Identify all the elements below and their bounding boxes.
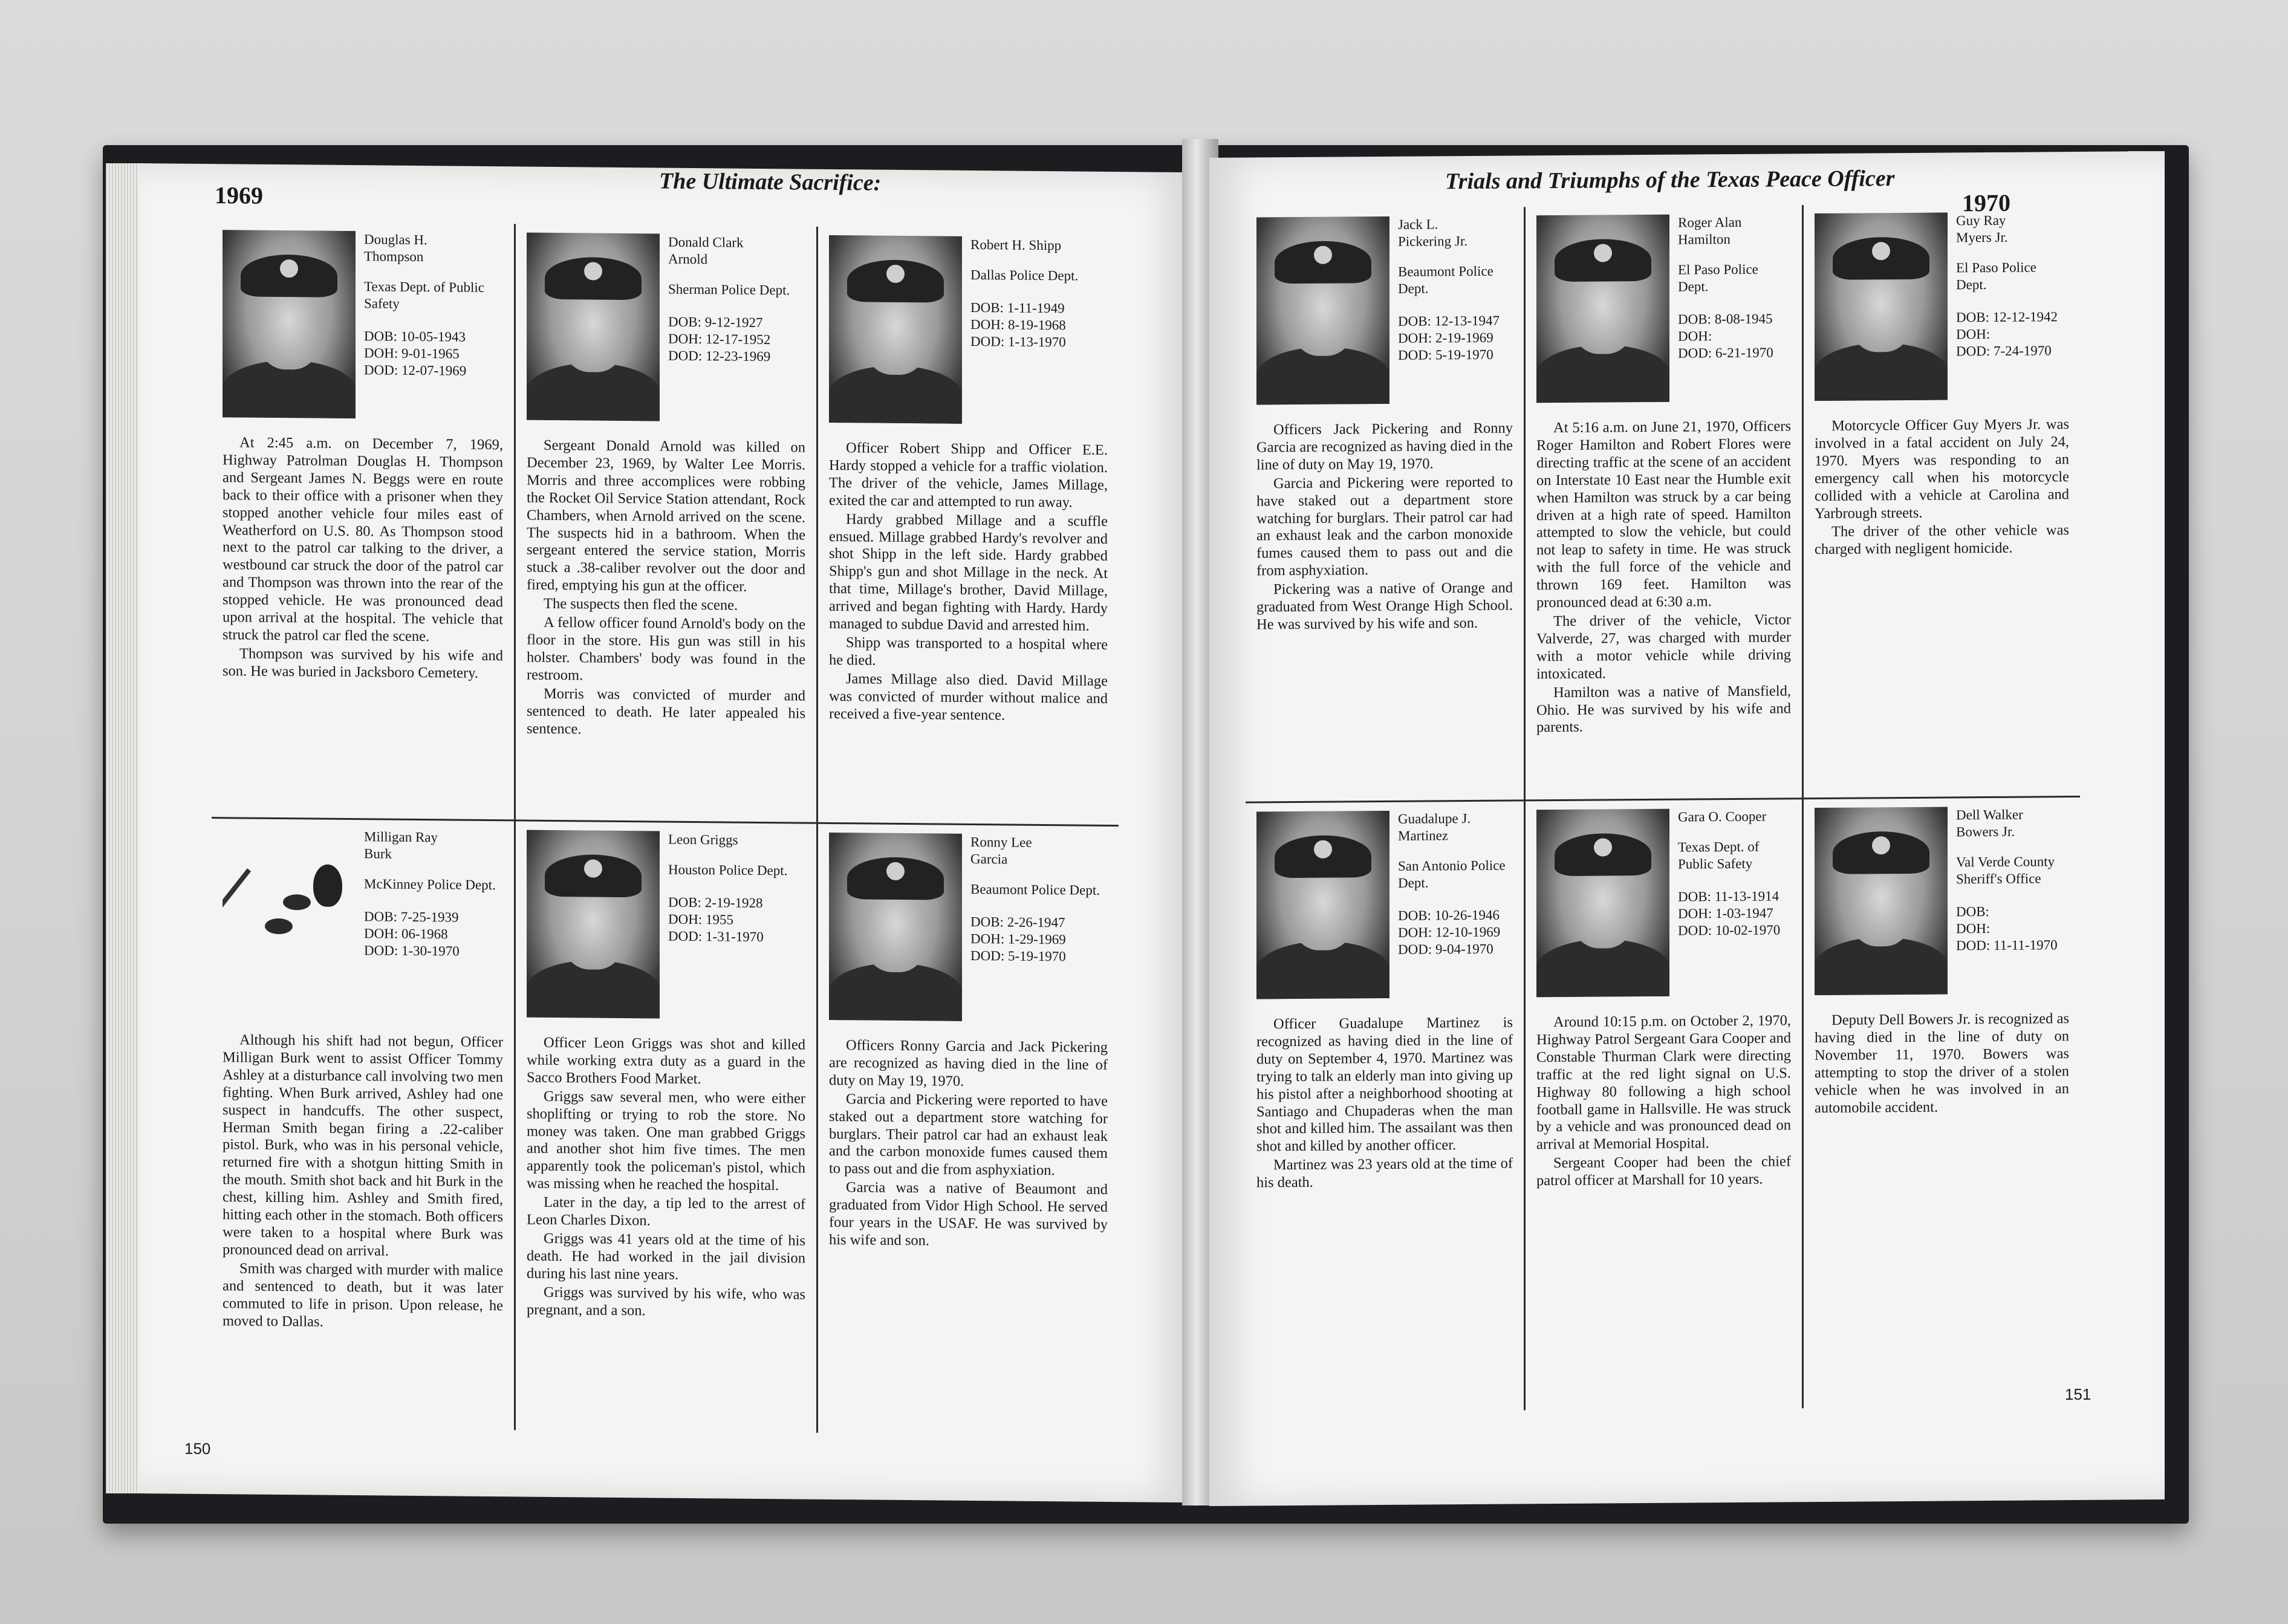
date-dod: DOD: 12-23-1969: [668, 348, 771, 365]
running-title-right: Trials and Triumphs of the Texas Peace Officer: [1445, 166, 1895, 195]
date-dod: DOD: 1-31-1970: [668, 928, 764, 945]
date-dob: DOB: 11-13-1914: [1678, 888, 1779, 905]
date-doh: DOH: 12-17-1952: [668, 331, 771, 348]
biography-paragraph: Officers Ronny Garcia and Jack Pickering are recognized as having died in the line of duty on May 19, 1970.: [829, 1037, 1108, 1090]
memorial-entry: [514, 224, 816, 822]
officer-name-line: Dell Walker: [1956, 807, 2023, 823]
biography: [223, 434, 503, 683]
service-dates: [1956, 308, 2069, 360]
entry-header: [1536, 213, 1791, 415]
biography-paragraph: Although his shift had not begun, Officer Milligan Burk went to assist Officer Tommy Ashley at a disturbance call involving two men fighting. When Burk arrived, Ashley had one suspect in handcuffs. The other suspect, Herman Smith began firing a .22-caliber pistol. Burk, who was in his personal vehicle, returned fire with a shotgun hitting Smith in the mouth. Smith shot back and hit Burk in the chest, killing him. Ashley and Smith fired, hitting each other in the stomach. Both officers were taken to a hospital where Burk was pronounced dead on arrival.: [223, 1031, 503, 1259]
date-dod: DOD: 12-07-1969: [364, 362, 467, 379]
date-dob: DOB: 12-12-1942: [1956, 309, 2058, 325]
department: Dallas Police Dept.: [970, 267, 1079, 284]
memorial-entry: [212, 221, 514, 819]
officer-portrait: [223, 230, 356, 418]
officer-name-line: Douglas H.: [364, 232, 427, 248]
date-dod: DOD: 9-04-1970: [1398, 941, 1493, 958]
biography-paragraph: Later in the day, a tip led to the arrest of Leon Charles Dixon.: [527, 1194, 805, 1229]
date-dod: DOD: 5-19-1970: [1398, 347, 1493, 363]
officer-name: [1398, 216, 1513, 250]
page-edges-left: [106, 163, 142, 1493]
department: San Antonio Police Dept.: [1398, 857, 1506, 891]
officer-details: [1956, 212, 2069, 412]
service-dates: [1398, 313, 1513, 364]
officer-name-line: Thompson: [364, 248, 424, 265]
right-page: [1209, 151, 2165, 1506]
service-dates: [1398, 907, 1513, 958]
biography-paragraph: Pickering was a native of Orange and graduated from West Orange High School. He was survived by his wife and son.: [1256, 579, 1513, 633]
biography: [527, 437, 805, 740]
date-dob: DOB: 8-08-1945: [1678, 311, 1773, 327]
biography-paragraph: Deputy Dell Bowers Jr. is recognized as having died in the line of duty on November 11, 1970. Bowers was attempting to stop the driver of a stolen vehicle when he was involved in an automobile accident.: [1815, 1010, 2069, 1116]
officer-name-line: Myers Jr.: [1956, 229, 2008, 245]
year-heading-left: 1969: [215, 181, 263, 209]
entry-header: [527, 233, 805, 435]
entry-header: [1256, 216, 1513, 417]
left-page: [139, 163, 1191, 1502]
entry-header: [1815, 806, 2069, 1007]
service-dates: [970, 299, 1078, 351]
biography-paragraph: Officer Guadalupe Martinez is recognized as having died in the line of duty on September 4, 1970. Martinez was trying to talk an elderly man into giving up his pistol after a neighborhood shooting at Santiago and Chupaderas when the man shot and killed him. The assailant was then shot and killed by another officer.: [1256, 1014, 1513, 1155]
officer-portrait: [1256, 216, 1389, 405]
officer-details: [668, 831, 787, 1032]
biography: [829, 1037, 1108, 1252]
biography: [1256, 1015, 1513, 1192]
running-title-left: The Ultimate Sacrifice:: [659, 168, 882, 196]
biography-paragraph: James Millage also died. David Millage was convicted of murder without malice and received a five-year sentence.: [829, 670, 1108, 724]
officer-details: [970, 236, 1078, 437]
officer-name: [1956, 806, 2069, 840]
date-dod: DOD: 5-19-1970: [970, 948, 1066, 964]
entry-header: [223, 827, 503, 1029]
date-dob: DOB: 10-26-1946: [1398, 907, 1500, 924]
service-dates: [970, 914, 1100, 966]
biography-paragraph: Griggs was 41 years old at the time of his death. He had worked in the jail division during his last nine years.: [527, 1230, 805, 1283]
date-doh: DOH: 8-19-1968: [970, 317, 1066, 333]
memorial-entry: [1246, 207, 1524, 801]
date-doh: DOH:: [1956, 326, 1991, 342]
page-number-left: 150: [184, 1439, 211, 1458]
entry-header: [1815, 212, 2069, 413]
date-doh: DOH: 1-29-1969: [970, 931, 1066, 947]
service-dates: [668, 314, 790, 366]
officer-details: [364, 231, 503, 432]
date-doh: DOH: 2-19-1969: [1398, 330, 1493, 346]
entry-header: [527, 830, 805, 1032]
officer-portrait: [1815, 807, 1948, 996]
officer-name-line: Arnold: [668, 251, 708, 267]
officer-name: [1956, 212, 2069, 246]
date-dod: DOD: 11-11-1970: [1956, 937, 2058, 953]
biography-paragraph: Smith was charged with murder with malice and sentenced to death, but it was later commuted to life in prison. Upon release, he moved to Dallas.: [223, 1260, 503, 1330]
department: Houston Police Dept.: [668, 862, 788, 879]
officer-name-line: Jack L.: [1398, 216, 1438, 232]
department: McKinney Police Dept.: [364, 876, 496, 893]
officer-portrait: [527, 830, 660, 1019]
right-entries-grid: [1246, 203, 2080, 1412]
memorial-entry: [1802, 203, 2080, 797]
officer-portrait: [1536, 809, 1669, 998]
memorial-entry: [514, 819, 816, 1432]
date-dob: DOB: 1-11-1949: [970, 300, 1065, 316]
biography-paragraph: Griggs saw several men, who were either shoplifting or trying to rob the store. No money was taken. One man grabbed Griggs and another shot him five times. The men apparently took the policeman's pistol, which was missing when he reached the hospital.: [527, 1088, 805, 1194]
officer-portrait: [1815, 213, 1948, 401]
officer-portrait: [1536, 215, 1669, 403]
date-doh: DOH: 1955: [668, 911, 733, 927]
officer-name: [364, 231, 503, 266]
biography-paragraph: A fellow officer found Arnold's body on the floor in the store. His gun was still in his holster. Chambers' body was found in the restroom.: [527, 614, 805, 684]
entry-header: [223, 230, 503, 432]
department: Beaumont Police Dept.: [970, 882, 1100, 898]
memorial-entry: [1524, 797, 1802, 1410]
biography: [1536, 418, 1791, 736]
officer-name: [668, 234, 790, 269]
officer-name-line: Donald Clark: [668, 234, 744, 250]
entry-header: [829, 833, 1108, 1034]
officer-details: [970, 834, 1100, 1034]
biography-paragraph: Officers Jack Pickering and Ronny Garcia are recognized as having died in the line of duty on May 19, 1970.: [1256, 420, 1513, 473]
service-dates: [1678, 311, 1791, 362]
date-doh: DOH:: [1956, 921, 1991, 937]
date-doh: DOH: 1-03-1947: [1678, 905, 1773, 921]
date-dob: DOB: 10-05-1943: [364, 328, 466, 345]
officer-details: [1956, 806, 2069, 1006]
date-dob: DOB: 2-19-1928: [668, 894, 763, 911]
entry-header: [1536, 808, 1791, 1009]
biography-paragraph: Morris was convicted of murder and sentenced to death. He later appealed his sentence.: [527, 685, 805, 737]
biography-paragraph: Hamilton was a native of Mansfield, Ohio. He was survived by his wife and parents.: [1536, 682, 1791, 736]
department: Beaumont Police Dept.: [1398, 263, 1493, 296]
officer-name: [364, 828, 496, 863]
memorial-entry: [816, 822, 1119, 1435]
biography: [1815, 416, 2069, 559]
biography-paragraph: The suspects then fled the scene.: [544, 595, 738, 614]
officer-name-line: Garcia: [970, 851, 1008, 867]
entry-header: [829, 235, 1108, 437]
year-heading-right: 1970: [1962, 189, 2010, 217]
memorial-entry: [1802, 796, 2080, 1408]
officer-portrait: [1256, 811, 1389, 999]
memorial-entry: [212, 817, 514, 1430]
biography: [1536, 1012, 1791, 1190]
officer-name-line: Pickering Jr.: [1398, 233, 1467, 249]
biography: [223, 1031, 503, 1332]
biography-paragraph: Martinez was 23 years old at the time of his death.: [1256, 1155, 1513, 1191]
officer-name-line: Burk: [364, 846, 392, 862]
officer-name-line: Ronny Lee: [970, 834, 1032, 850]
date-doh: DOH:: [1678, 328, 1712, 344]
date-dob: DOB: 9-12-1927: [668, 314, 763, 331]
rose-image: [223, 827, 356, 1016]
officer-portrait: [527, 233, 660, 421]
memorial-entry: [1524, 205, 1802, 799]
officer-details: [1398, 216, 1513, 416]
date-doh: DOH: 9-01-1965: [364, 345, 460, 362]
date-doh: DOH: 06-1968: [364, 926, 448, 942]
officer-name: [1398, 810, 1513, 845]
officer-details: [1678, 808, 1791, 1008]
officer-name: [970, 834, 1100, 869]
biography: [1256, 420, 1513, 634]
officer-name-line: Milligan Ray: [364, 829, 438, 845]
biography: [527, 1034, 805, 1322]
biography: [829, 440, 1108, 726]
officer-details: [364, 828, 496, 1029]
officer-name-line: Martinez: [1398, 828, 1449, 843]
left-entries-grid: [212, 221, 1119, 1435]
biography-paragraph: Shipp was transported to a hospital where he died.: [829, 634, 1108, 669]
biography-paragraph: The driver of the vehicle, Victor Valverde, 27, was charged with murder with a motor vehicle while driving intoxicated.: [1536, 611, 1791, 682]
date-dod: DOD: 10-02-1970: [1678, 922, 1781, 938]
biography-paragraph: Garcia and Pickering were reported to have staked out a department store watching for burglars. Their patrol car had an exhaust leak and the carbon monoxide fumes caused them to pass out and die from asphyxiation.: [829, 1090, 1108, 1179]
biography-paragraph: Sergeant Cooper had been the chief patrol officer at Marshall for 10 years.: [1536, 1153, 1791, 1189]
department: Val Verde County Sheriff's Office: [1956, 854, 2055, 887]
biography-paragraph: Griggs was survived by his wife, who was pregnant, and a son.: [527, 1284, 805, 1319]
memorial-entry: [1246, 799, 1524, 1412]
date-dob: DOB: 12-13-1947: [1398, 313, 1500, 330]
officer-name-line: Roger Alan: [1678, 214, 1742, 230]
date-dod: DOD: 1-13-1970: [970, 334, 1066, 350]
officer-details: [668, 234, 790, 435]
officer-name-line: Robert H. Shipp: [970, 236, 1062, 253]
date-dob: DOB:: [1956, 904, 1989, 920]
biography-paragraph: Sergeant Donald Arnold was killed on December 23, 1969, by Walter Lee Morris. Morris and three accomplices were robbing the Rocket Oil Service Station attendant, Rock Chambers, when Arnold arrived on the scene. The suspects hid in a bathroom. When the sergeant entered the service station, Morris stuck a .38-caliber revolver out the door and fired, emptying his gun at the officer.: [527, 437, 805, 596]
biography-paragraph: Garcia and Pickering were reported to have staked out a department store watching for burglars. Their patrol car had an exhaust leak and the carbon monoxide fumes caused them to pass out and die from asphyxiation.: [1256, 473, 1513, 579]
officer-name-line: Bowers Jr.: [1956, 823, 2015, 840]
biography-paragraph: The driver of the other vehicle was charged with negligent homicide.: [1815, 522, 2069, 558]
department: El Paso Police Dept.: [1956, 259, 2036, 293]
page-number-right: 151: [2065, 1385, 2091, 1404]
service-dates: [364, 908, 496, 960]
service-dates: [1678, 888, 1791, 939]
officer-name: [668, 831, 787, 849]
biography-paragraph: At 2:45 a.m. on December 7, 1969, Highway Patrolman Douglas H. Thompson and Sergeant James N. Beggs were en route back to their office with a prisoner when they stopped another vehicle four miles east of Weatherford on U.S. 80. As Thompson stood next to the patrol car talking to the driver, a westbound car struck the door of the patrol car and Thompson was thrown into the rear of the stopped vehicle. He was pronounced dead upon arrival at the hospital. The vehicle that struck the patrol car fled the scene.: [223, 434, 503, 645]
biography-paragraph: Garcia was a native of Beaumont and graduated from Vidor High School. He served four years in the USAF. He was survived by his wife and son.: [829, 1179, 1108, 1249]
department: Texas Dept. of Public Safety: [364, 279, 484, 311]
officer-name-line: Guy Ray: [1956, 212, 2006, 229]
date-dob: DOB: 2-26-1947: [970, 914, 1065, 931]
date-dod: DOD: 1-30-1970: [364, 943, 460, 959]
department: Texas Dept. of Public Safety: [1678, 839, 1760, 872]
officer-name: [970, 236, 1078, 255]
biography-paragraph: Thompson was survived by his wife and son. He was buried in Jacksboro Cemetery.: [223, 645, 503, 681]
officer-name-line: Hamilton: [1678, 232, 1731, 247]
biography-paragraph: At 5:16 a.m. on June 21, 1970, Officers Roger Hamilton and Robert Flores were directing traffic at the scene of an accident on Interstate 10 East near the Humble exit when Hamilton was struck by a car being driven at a high rate of speed. Hamilton attempted to slow the vehicle, but could not leap to safety in time. He was struck with the full force of the vehicle and thrown 169 feet. Hamilton was pronounced dead at 6:30 a.m.: [1536, 418, 1791, 611]
entry-header: [1256, 810, 1513, 1012]
officer-name: [1678, 808, 1791, 825]
officer-name-line: Guadalupe J.: [1398, 811, 1471, 827]
biography-paragraph: Officer Leon Griggs was shot and killed while working extra duty as a guard in the Sacco Brothers Food Market.: [527, 1034, 805, 1087]
department: El Paso Police Dept.: [1678, 261, 1758, 294]
date-dod: DOD: 6-21-1970: [1678, 345, 1773, 361]
date-dob: DOB: 7-25-1939: [364, 909, 459, 925]
officer-details: [1678, 213, 1791, 414]
service-dates: [364, 328, 503, 380]
biography-paragraph: Around 10:15 p.m. on October 2, 1970, Highway Patrol Sergeant Gara Cooper and Constable Thurman Clark were directing traffic at the red light signal on U.S. Highway 80 following a high school football game in Hallsville. He was struck by a vehicle and was pronounced dead on arrival at Memorial Hospital.: [1536, 1012, 1791, 1153]
officer-portrait: [829, 235, 962, 424]
department: Sherman Police Dept.: [668, 281, 790, 298]
biography-paragraph: Motorcycle Officer Guy Myers Jr. was involved in a fatal accident on July 24, 1970. Myers was responding to an emergency call when his motorcycle collided with a vehicle at Carolina and Yarbrough streets.: [1815, 416, 2069, 522]
biography-paragraph: Hardy grabbed Millage and a scuffle ensued. Millage grabbed Hardy's revolver and shot Shipp in the left side. Hardy grabbed Shipp's gun and shot Millage in the neck. At that time, Millage's brother, David Millage, arrived and began fighting with Hardy. Hardy managed to subdue David and arrested him.: [829, 510, 1108, 634]
officer-name-line: Leon Griggs: [668, 831, 738, 848]
service-dates: [1956, 903, 2069, 954]
officer-details: [1398, 810, 1513, 1010]
officer-name-line: Gara O. Cooper: [1678, 808, 1767, 825]
officer-portrait: [829, 833, 962, 1021]
date-dod: DOD: 7-24-1970: [1956, 343, 2052, 359]
service-dates: [668, 894, 787, 946]
biography: [1815, 1010, 2069, 1117]
memorial-entry: [816, 227, 1119, 825]
date-doh: DOH: 12-10-1969: [1398, 924, 1501, 941]
biography-paragraph: Officer Robert Shipp and Officer E.E. Hardy stopped a vehicle for a traffic violation. The driver of the vehicle, James Millage, exited the car and attempted to run away.: [829, 440, 1108, 511]
officer-name: [1678, 213, 1791, 248]
